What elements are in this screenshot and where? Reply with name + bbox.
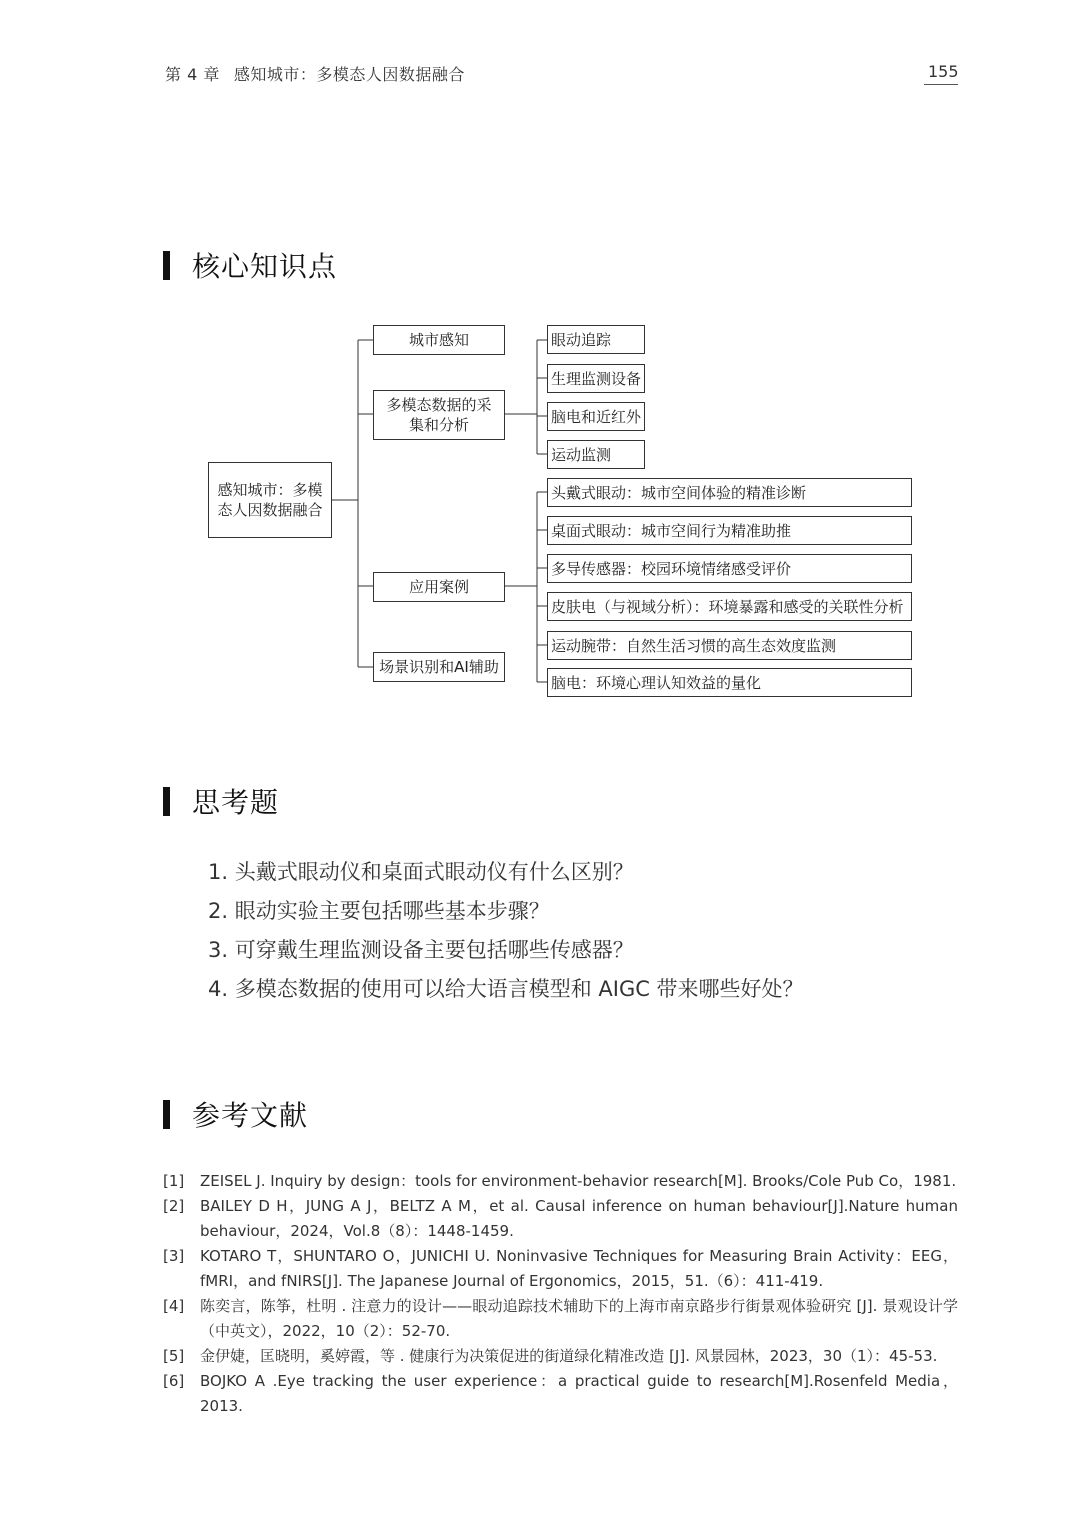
mind-map-node-urban-perception: 城市感知 bbox=[373, 325, 505, 355]
mind-map-root: 感知城市：多模态人因数据融合 bbox=[208, 462, 332, 538]
page-number: 155 bbox=[928, 62, 959, 81]
reference-text: BAILEY D H，JUNG A J，BELTZ A M，et al. Causal inference on human behaviour[J].Nature human behaviour，2024，Vol.8（8）：1448-1459. bbox=[200, 1197, 958, 1240]
mind-map-leaf-application: 桌面式眼动：城市空间行为精准助推 bbox=[547, 516, 912, 545]
mind-map-leaf-application: 运动腕带：自然生活习惯的高生态效度监测 bbox=[547, 631, 912, 660]
reference-text: 陈奕言，陈筝，杜明 . 注意力的设计——眼动追踪技术辅助下的上海市南京路步行街景观体验研究 [J]. 景观设计学（中英文），2022，10（2）：52-70. bbox=[200, 1297, 958, 1340]
mind-map-leaf-application: 头戴式眼动：城市空间体验的精准诊断 bbox=[547, 478, 912, 507]
reference-item bbox=[163, 1169, 958, 1194]
reference-item bbox=[163, 1369, 958, 1419]
reference-item bbox=[163, 1244, 958, 1294]
reference-number: [5] bbox=[163, 1347, 185, 1365]
reference-item bbox=[163, 1294, 958, 1344]
reference-text: 金伊婕，匡晓明，奚婷霞，等 . 健康行为决策促进的街道绿化精准改造 [J]. 风景园林，2023，30（1）：45-53. bbox=[200, 1347, 938, 1365]
section-questions bbox=[163, 781, 279, 821]
reference-number: [6] bbox=[163, 1372, 185, 1390]
mind-map-leaf-eeg-fnirs: 脑电和近红外 bbox=[547, 402, 645, 431]
mind-map-leaf-eye-tracking: 眼动追踪 bbox=[547, 325, 645, 354]
question-item: 3. 可穿戴生理监测设备主要包括哪些传感器？ bbox=[208, 938, 634, 962]
question-item: 1. 头戴式眼动仪和桌面式眼动仪有什么区别？ bbox=[208, 860, 634, 884]
mind-map-leaf-application: 皮肤电（与视域分析）：环境暴露和感受的关联性分析 bbox=[547, 592, 912, 621]
section-title: 思考题 bbox=[192, 786, 280, 819]
section-title: 核心知识点 bbox=[192, 250, 338, 283]
mind-map bbox=[0, 0, 1080, 760]
mind-map-leaf-application: 多导传感器：校园环境情绪感受评价 bbox=[547, 554, 912, 583]
section-references bbox=[163, 1094, 308, 1134]
section-marker bbox=[163, 787, 170, 816]
reference-item bbox=[163, 1194, 958, 1244]
mind-map-leaf-physiological-monitoring: 生理监测设备 bbox=[547, 364, 645, 393]
chapter-title: 感知城市：多模态人因数据融合 bbox=[233, 65, 465, 84]
reference-text: ZEISEL J. Inquiry by design：tools for environment-behavior research[M]. Brooks/Cole Pub Co，1981. bbox=[200, 1172, 957, 1190]
question-item: 4. 多模态数据的使用可以给大语言模型和 AIGC 带来哪些好处？ bbox=[208, 977, 804, 1001]
chapter-number: 第 4 章 bbox=[165, 65, 220, 84]
question-item: 2. 眼动实验主要包括哪些基本步骤？ bbox=[208, 899, 550, 923]
reference-text: BOJKO A .Eye tracking the user experience：a practical guide to research[M].Rosenfeld Media，2013. bbox=[200, 1372, 958, 1415]
section-marker bbox=[163, 1100, 170, 1129]
reference-number: [1] bbox=[163, 1172, 185, 1190]
mind-map-node-scene-recognition: 场景识别和AI辅助 bbox=[373, 652, 505, 682]
mind-map-leaf-motion-monitoring: 运动监测 bbox=[547, 440, 645, 469]
section-title: 参考文献 bbox=[192, 1099, 309, 1132]
reference-number: [2] bbox=[163, 1197, 185, 1215]
reference-number: [4] bbox=[163, 1297, 185, 1315]
mind-map-connectors bbox=[0, 0, 1080, 760]
reference-text: KOTARO T，SHUNTARO O，JUNICHI U. Noninvasive Techniques for Measuring Brain Activity：EEG，fMRI，and fNIRS[J]. The Japanese Journal of Ergonomics，2015，51.（6）：411-419. bbox=[200, 1247, 958, 1290]
reference-number: [3] bbox=[163, 1247, 185, 1265]
mind-map-node-data-collection: 多模态数据的采集和分析 bbox=[373, 390, 505, 440]
mind-map-node-applications: 应用案例 bbox=[373, 572, 505, 602]
reference-item bbox=[163, 1344, 958, 1369]
mind-map-leaf-application: 脑电：环境心理认知效益的量化 bbox=[547, 668, 912, 697]
